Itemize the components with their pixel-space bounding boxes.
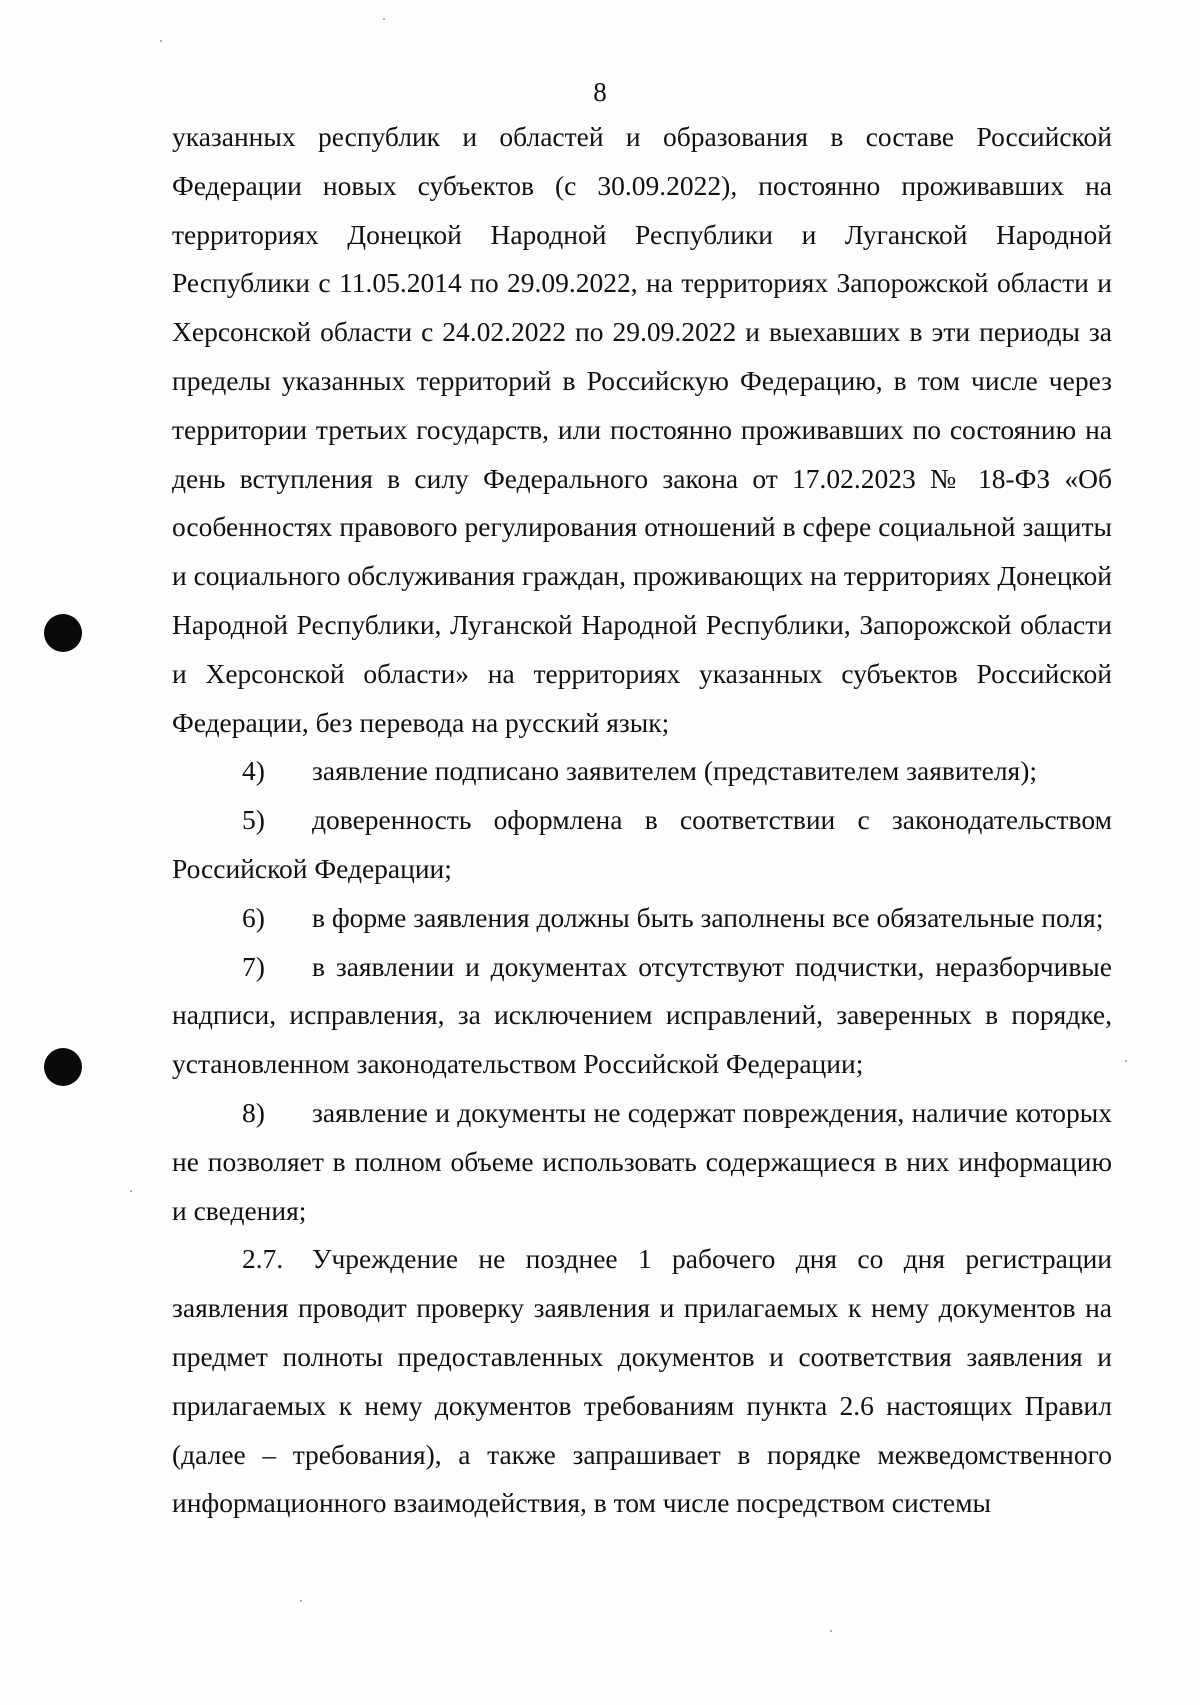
scan-speck [130,1190,132,1192]
list-item-5 [172,796,1112,894]
list-item-6 [172,894,1112,943]
list-item-number: 7) [242,950,265,982]
scan-speck [160,40,162,42]
list-item-7 [172,943,1112,1089]
page-number: 8 [593,77,607,107]
list-item-text: в форме заявления должны быть заполнены все обязательные поля; [312,901,1104,933]
scan-speck [300,1600,302,1602]
punch-hole-bottom [44,1048,82,1086]
scan-speck [1125,1060,1127,1062]
scan-speck [383,18,385,20]
list-item-text: заявление подписано заявителем (представителем заявителя); [312,755,1037,787]
list-item-text: заявление и документы не содержат повреждения, наличие которых не позволяет в полном объеме использовать содержащиеся в них информацию и сведения; [172,1096,1112,1226]
clause-2-7 [172,1235,1112,1528]
list-item-4 [172,747,1112,796]
punch-hole-top [44,614,82,652]
clause-text: Учреждение не позднее 1 рабочего дня со дня регистрации заявления проводит проверку заявления и прилагаемых к нему документов на предмет полноты предоставленных документов и соответствия заявления и прилагаемых к нему документов требованиям пункта 2.6 настоящих Правил (далее – требования), а также запрашивает в порядке межведомственного информационного взаимодействия, в том числе посредством системы [172,1243,1112,1519]
clause-number: 2.7. [242,1243,284,1275]
list-item-8 [172,1089,1112,1235]
list-item-number: 8) [242,1096,265,1128]
list-item-text: доверенность оформлена в соответствии с законодательством Российской Федерации; [172,804,1112,884]
list-item-text: в заявлении и документах отсутствуют подчистки, неразборчивые надписи, исправления, за исключением исправлений, заверенных в порядке, установленном законодательством Российской Федерации; [172,950,1112,1080]
document-body [172,113,1112,1528]
scan-speck [830,1630,832,1632]
list-item-number: 6) [242,901,265,933]
list-item-number: 4) [242,755,265,787]
paragraph-continuation: указанных республик и областей и образования в составе Российской Федерации новых субъектов (с 30.09.2022), постоянно проживавших на территориях Донецкой Народной Республики и Луганской Народной Республики с 11.05.2014 по 29.09.2022, на территориях Запорожской области и Херсонской области с 24.02.2022 по 29.09.2022 и выехавших в эти периоды за пределы указанных территорий в Российскую Федерацию, в том числе через территории третьих государств, или постоянно проживавших по состоянию на день вступления в силу Федерального закона от 17.02.2023 № 18-ФЗ «Об особенностях правового регулирования отношений в сфере социальной защиты и социального обслуживания граждан, проживающих на территориях Донецкой Народной Республики, Луганской Народной Республики, Запорожской области и Херсонской области» на территориях указанных субъектов Российской Федерации, без перевода на русский язык; [172,121,1112,738]
list-item-number: 5) [242,804,265,836]
